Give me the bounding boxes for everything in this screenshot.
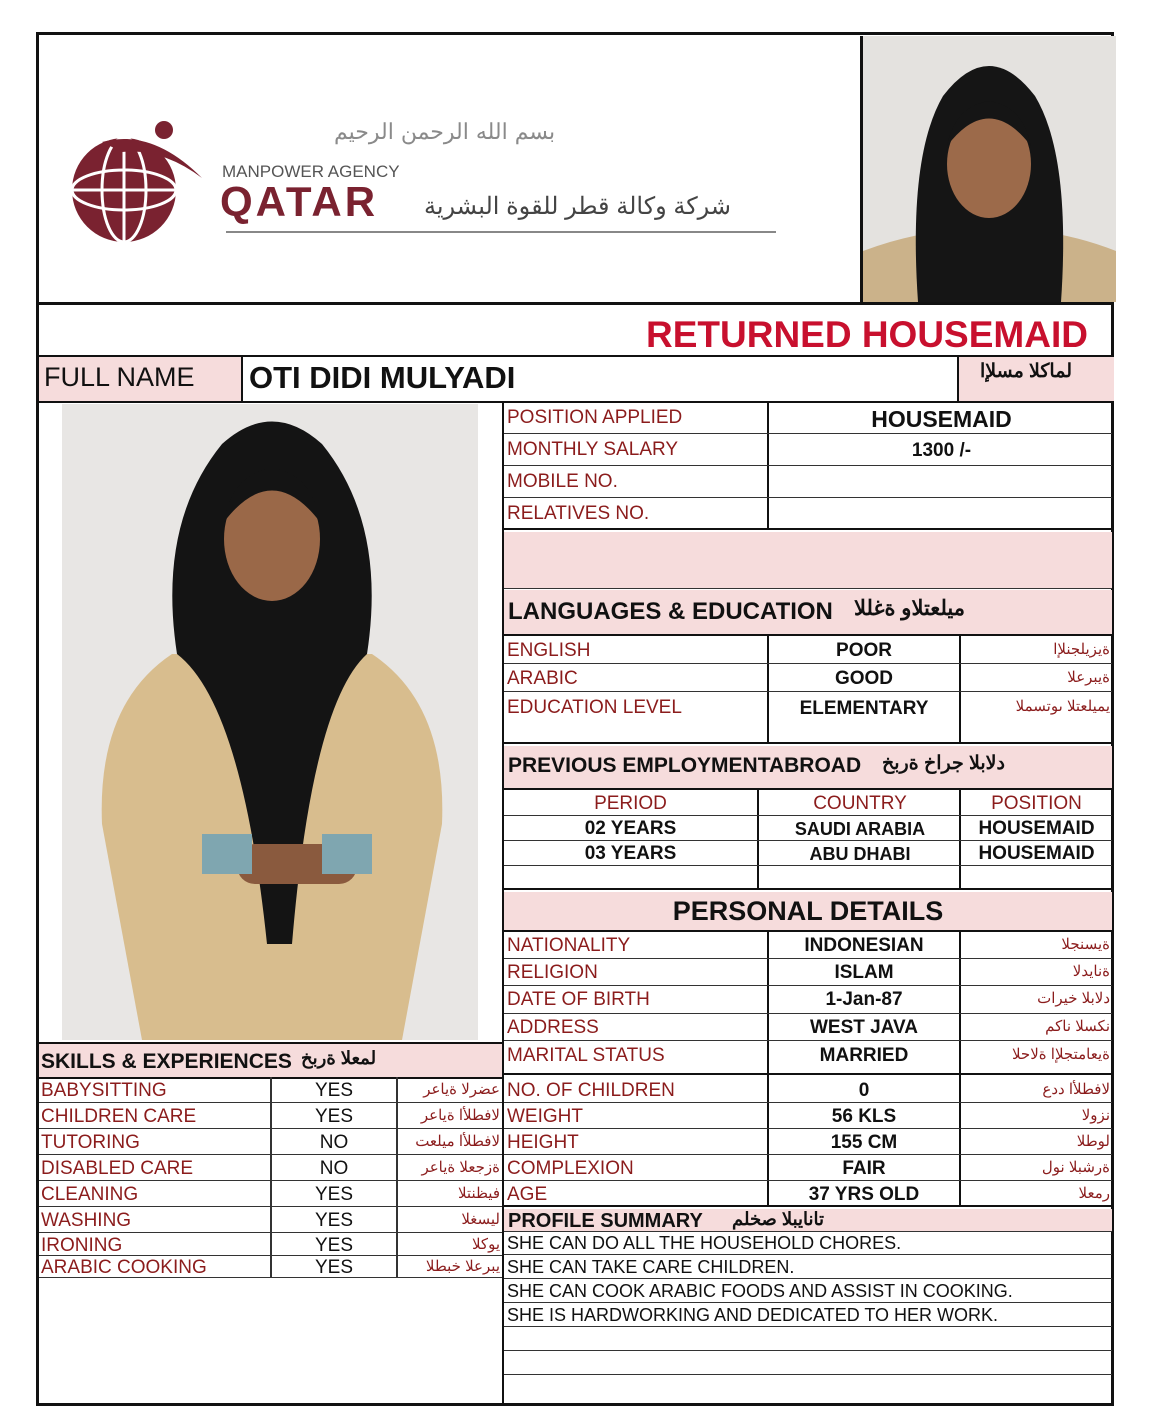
name-arabic: لماكلا مسلإا	[980, 361, 1072, 382]
header-divider	[36, 302, 1114, 305]
personal-label: NATIONALITY	[507, 935, 631, 956]
skill-arabic: يوكلا	[471, 1236, 500, 1253]
job-label: POSITION APPLIED	[507, 407, 683, 428]
language-row	[504, 636, 1112, 664]
skill-value: YES	[314, 1210, 354, 1231]
personal-value: 0	[858, 1080, 870, 1101]
personal-arabic: نزولا	[1081, 1107, 1110, 1124]
skills-header	[39, 1042, 502, 1079]
summary-text: SHE CAN DO ALL THE HOUSEHOLD CHORES.	[507, 1233, 902, 1253]
personal-arabic: ةرشبلا نول	[1041, 1159, 1110, 1176]
personal-value: INDONESIAN	[804, 935, 924, 956]
employment-row-empty	[504, 866, 1112, 890]
job-label: MOBILE NO.	[507, 471, 618, 492]
personal-row	[504, 1155, 1112, 1181]
job-row	[504, 466, 1112, 498]
personal-value: 1-Jan-87	[825, 989, 903, 1010]
personal-value: 155 CM	[830, 1132, 898, 1153]
skill-arabic: فيظنتلا	[457, 1185, 500, 1202]
skill-arabic: عضرلا ةياعر	[423, 1081, 500, 1098]
skill-value: NO	[319, 1132, 349, 1153]
personal-label: DATE OF BIRTH	[507, 989, 650, 1010]
skills-title: SKILLS & EXPERIENCES	[41, 1050, 292, 1073]
languages-header	[504, 590, 1112, 636]
skill-label: WASHING	[41, 1210, 132, 1231]
language-row	[504, 692, 1112, 744]
personal-row	[504, 932, 1112, 959]
language-label: ARABIC	[507, 668, 578, 689]
name-value: OTI DIDI MULYADI	[249, 360, 516, 395]
bismillah-calligraphy: بسم الله الرحمن الرحيم	[334, 120, 556, 145]
personal-row	[504, 1103, 1112, 1129]
skill-value: YES	[314, 1184, 354, 1205]
agency-name-small: MANPOWER AGENCY	[222, 162, 400, 181]
summary-title-arabic: تانايبلا صخلم	[732, 1209, 825, 1229]
employment-column-header: PERIOD	[594, 793, 667, 814]
agency-logo	[62, 118, 212, 243]
personal-row	[504, 1181, 1112, 1207]
status-banner: RETURNED HOUSEMAID	[646, 314, 1088, 355]
skill-row	[39, 1155, 502, 1181]
personal-row	[504, 1129, 1112, 1155]
skill-arabic: لافطلأا ميلعت	[415, 1133, 500, 1150]
job-row	[504, 434, 1112, 466]
personal-row	[504, 1014, 1112, 1041]
personal-value: FAIR	[842, 1158, 886, 1179]
agency-name-big: QATAR	[220, 178, 379, 225]
language-arabic: ةيزيلجنلإا	[1053, 641, 1110, 658]
personal-title: PERSONAL DETAILS	[672, 896, 944, 926]
personal-arabic: رمعلا	[1078, 1185, 1110, 1202]
personal-value: 56 KLS	[831, 1106, 897, 1127]
languages-title: LANGUAGES & EDUCATION	[508, 598, 833, 625]
personal-label: ADDRESS	[507, 1017, 599, 1038]
skill-row	[39, 1129, 502, 1155]
skill-value: YES	[314, 1257, 354, 1278]
skill-row	[39, 1103, 502, 1129]
employment-period: 03 YEARS	[584, 843, 677, 864]
personal-label: COMPLEXION	[507, 1158, 634, 1179]
summary-line	[504, 1303, 1112, 1327]
personal-header	[504, 892, 1112, 932]
employment-column-header: POSITION	[991, 793, 1082, 814]
employment-position: HOUSEMAID	[978, 843, 1095, 864]
employment-country: SAUDI ARABIA	[794, 819, 926, 839]
personal-value: MARRIED	[819, 1045, 909, 1066]
skill-value: YES	[314, 1106, 354, 1127]
skill-value: YES	[314, 1235, 354, 1256]
personal-arabic: ةيسنجلا	[1061, 936, 1110, 953]
personal-arabic: لوطلا	[1076, 1133, 1110, 1150]
language-arabic: يميلعتلا ىوتسملا	[1015, 698, 1110, 715]
language-value: POOR	[836, 640, 892, 661]
blank-pink-row	[504, 532, 1112, 589]
skill-arabic: لافطلأا ةياعر	[420, 1107, 500, 1124]
employment-header	[504, 746, 1112, 790]
summary-line	[504, 1231, 1112, 1255]
employment-column-header: COUNTRY	[813, 793, 907, 814]
language-value: GOOD	[834, 668, 894, 689]
language-value: ELEMENTARY	[799, 698, 929, 719]
skill-row	[39, 1233, 502, 1256]
skill-label: CHILDREN CARE	[41, 1106, 197, 1127]
language-row	[504, 664, 1112, 692]
personal-row	[504, 986, 1112, 1014]
skills-title-arabic: لمعلا ةربخ	[301, 1048, 377, 1068]
personal-arabic: لافطلأا ددع	[1042, 1081, 1110, 1098]
employment-row	[504, 841, 1112, 866]
name-label: FULL NAME	[44, 362, 195, 392]
job-value: HOUSEMAID	[871, 406, 1012, 432]
summary-text: SHE CAN COOK ARABIC FOODS AND ASSIST IN COOKING.	[507, 1281, 1013, 1301]
personal-label: NO. OF CHILDREN	[507, 1080, 675, 1101]
skill-value: YES	[314, 1080, 354, 1101]
personal-label: RELIGION	[507, 962, 598, 983]
header-underline	[226, 231, 776, 233]
summary-line-empty	[504, 1351, 1112, 1375]
employment-position: HOUSEMAID	[978, 818, 1095, 839]
summary-header	[504, 1209, 1112, 1232]
personal-arabic: ةنايدلا	[1072, 963, 1110, 980]
skill-arabic: ليسغلا	[461, 1211, 500, 1228]
job-row	[504, 498, 1112, 530]
job-row	[504, 402, 1112, 434]
language-arabic: ةيبرعلا	[1067, 669, 1110, 686]
personal-arabic: دلابلا خيرات	[1037, 990, 1110, 1007]
full-body-photo	[62, 404, 478, 1040]
summary-text: SHE IS HARDWORKING AND DEDICATED TO HER WORK.	[507, 1305, 999, 1325]
employment-country: ABU DHABI	[809, 844, 911, 864]
personal-label: HEIGHT	[507, 1132, 579, 1153]
personal-label: WEIGHT	[507, 1106, 583, 1127]
skill-label: BABYSITTING	[41, 1080, 167, 1101]
personal-label: AGE	[507, 1184, 548, 1205]
skill-row	[39, 1256, 502, 1278]
languages-title-arabic: ميلعتلاو ةغللا	[854, 597, 965, 620]
personal-value: 37 YRS OLD	[808, 1184, 920, 1205]
portrait-photo	[860, 36, 1116, 302]
personal-arabic: نكسلا ناكم	[1045, 1018, 1110, 1035]
employment-header-row	[504, 790, 1112, 816]
skill-row	[39, 1077, 502, 1103]
personal-value: WEST JAVA	[809, 1017, 919, 1038]
personal-label: MARITAL STATUS	[507, 1045, 665, 1066]
agency-name-arabic: شركة وكالة قطر للقوة البشرية	[424, 193, 732, 220]
job-value: 1300 /-	[911, 440, 972, 461]
employment-row	[504, 816, 1112, 841]
summary-line	[504, 1255, 1112, 1279]
skill-label: ARABIC COOKING	[41, 1257, 207, 1278]
skill-row	[39, 1181, 502, 1207]
skill-row	[39, 1207, 502, 1233]
summary-line-empty	[504, 1327, 1112, 1351]
language-label: EDUCATION LEVEL	[507, 697, 682, 718]
summary-text: SHE CAN TAKE CARE CHILDREN.	[507, 1257, 795, 1277]
personal-value: ISLAM	[834, 962, 894, 983]
personal-arabic: ةيعامتجلإا ةلاحلا	[1011, 1046, 1110, 1063]
skill-label: DISABLED CARE	[41, 1158, 194, 1179]
summary-title: PROFILE SUMMARY	[508, 1210, 703, 1232]
skill-arabic: ةزجعلا ةياعر	[421, 1159, 500, 1176]
job-label: MONTHLY SALARY	[507, 439, 679, 460]
personal-row	[504, 1077, 1112, 1103]
summary-line	[504, 1279, 1112, 1303]
employment-period: 02 YEARS	[584, 818, 677, 839]
personal-row	[504, 959, 1112, 986]
skill-value: NO	[319, 1158, 349, 1179]
skill-label: CLEANING	[41, 1184, 139, 1205]
skill-arabic: يبرعلا خبطلا	[425, 1258, 500, 1275]
skill-label: IRONING	[41, 1235, 123, 1256]
language-label: ENGLISH	[507, 640, 591, 661]
skill-label: TUTORING	[41, 1132, 140, 1153]
employment-title: PREVIOUS EMPLOYMENTABROAD	[508, 754, 862, 777]
job-label: RELATIVES NO.	[507, 503, 650, 524]
personal-row	[504, 1041, 1112, 1075]
employment-title-arabic: دلابلا جراخ ةربخ	[882, 753, 1005, 774]
